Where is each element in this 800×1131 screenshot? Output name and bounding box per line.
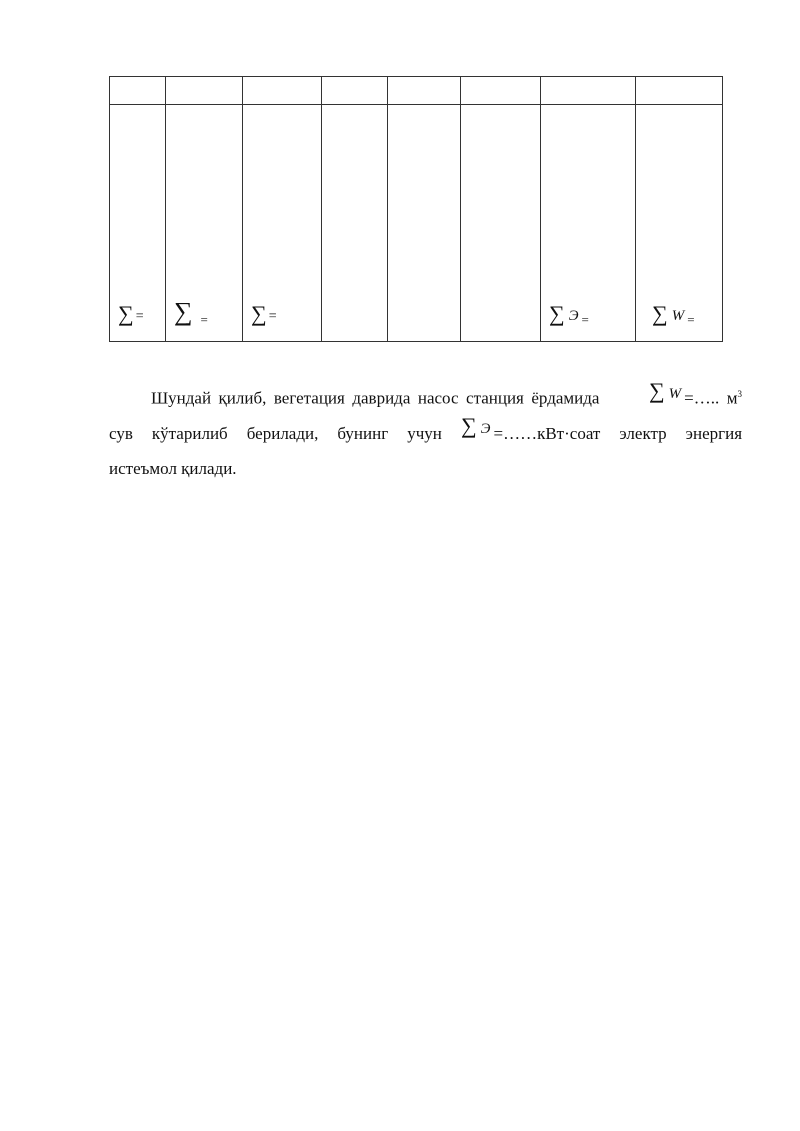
volume-variable: W: [668, 385, 682, 402]
sigma-symbol: ∑: [648, 377, 665, 403]
paragraph-line-2: [109, 412, 743, 452]
table-header-row: [110, 77, 723, 105]
table-row: [110, 105, 723, 342]
energy-value: =……кВт·соат электр энергия: [493, 423, 743, 443]
sigma-symbol: ∑: [549, 301, 565, 326]
data-table: [109, 76, 723, 342]
cubic-superscript: 3: [737, 389, 743, 399]
header-cell: [166, 77, 243, 105]
header-cell: [541, 77, 636, 105]
empty-cell: [388, 105, 461, 342]
sigma-symbol: ∑: [118, 301, 134, 326]
equals-sign: =: [135, 309, 144, 324]
empty-cell: [322, 105, 388, 342]
header-cell: [322, 77, 388, 105]
header-cell: [110, 77, 166, 105]
header-cell: [388, 77, 461, 105]
total-cell-2: [166, 105, 243, 342]
header-cell: [461, 77, 541, 105]
sigma-symbol: ∑: [652, 301, 668, 326]
empty-cell: [461, 105, 541, 342]
paragraph-line-3: истеъмол қилади.: [109, 458, 237, 478]
total-cell-volume: [636, 105, 723, 342]
paragraph-line-1: [109, 378, 742, 417]
sigma-symbol: ∑: [251, 301, 267, 326]
paragraph-text: сув кўтарилиб берилади, бунинг учун: [109, 423, 442, 443]
header-cell: [636, 77, 723, 105]
sigma-symbol: ∑: [174, 297, 193, 326]
total-cell-energy: [541, 105, 636, 342]
volume-formula: [607, 376, 684, 411]
energy-variable: Э: [568, 308, 579, 324]
equals-sign: =: [581, 312, 589, 327]
volume-variable: W: [671, 308, 685, 324]
paragraph-text: Шундай қилиб, вегетация даврида насос станция ёрдамида: [151, 388, 600, 408]
total-cell-3: [243, 105, 322, 342]
volume-value: =….. м: [684, 388, 738, 408]
equals-sign: =: [687, 312, 695, 327]
summary-paragraph: [109, 378, 742, 485]
equals-sign: =: [200, 312, 208, 327]
equals-sign: =: [268, 309, 277, 324]
header-cell: [243, 77, 322, 105]
total-cell-1: [110, 105, 166, 342]
sigma-symbol: ∑: [460, 412, 477, 438]
energy-formula: [461, 411, 494, 446]
energy-variable: Э: [480, 420, 491, 437]
